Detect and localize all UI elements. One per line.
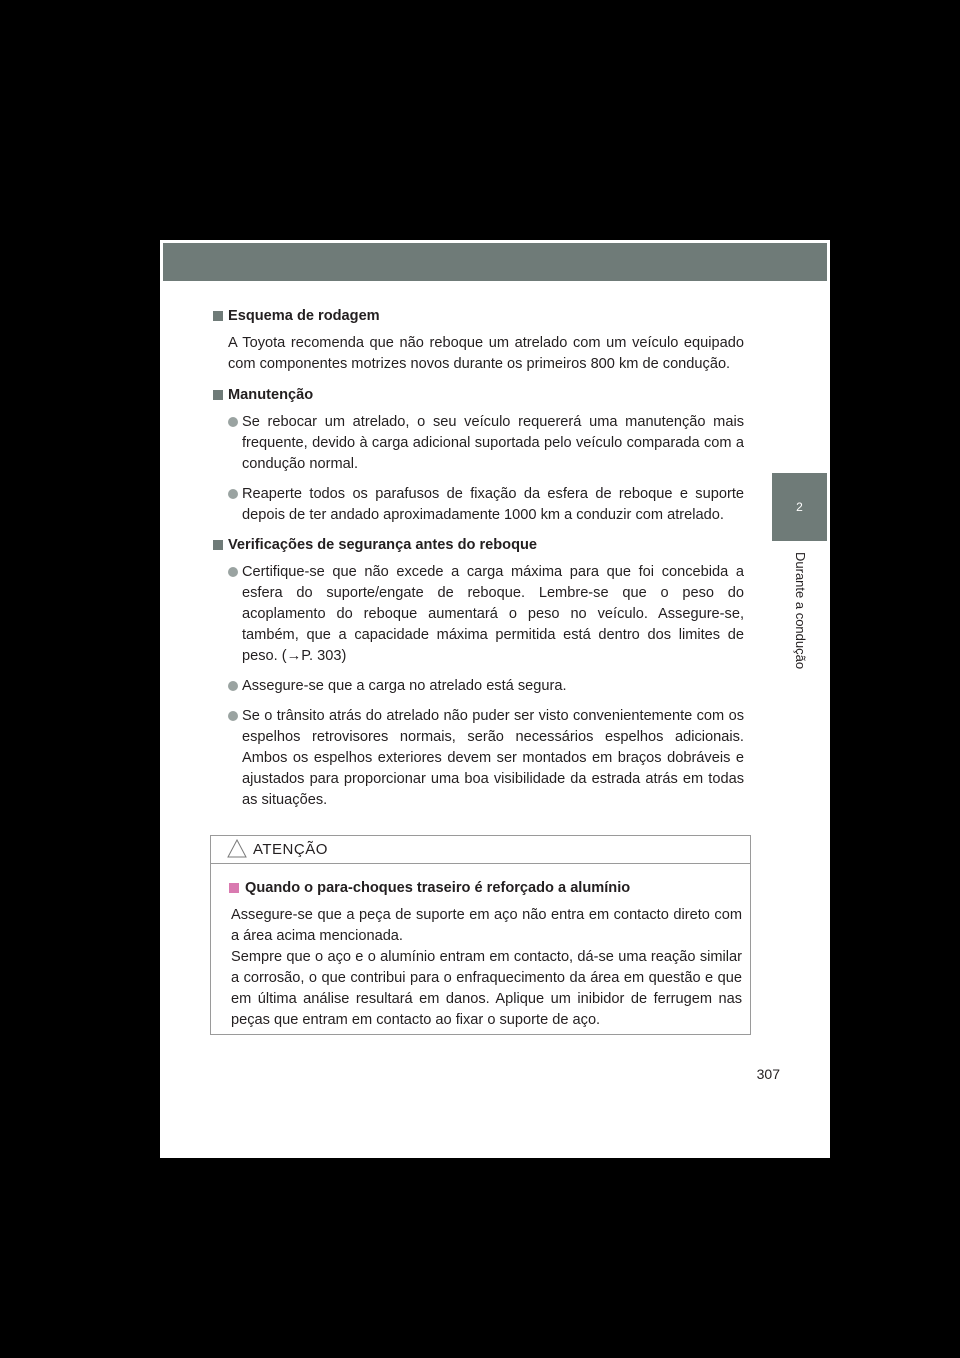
page-number: 307 [756,1066,780,1082]
chapter-label: Durante a condução [793,552,808,670]
warning-heading: Quando o para-choques traseiro é reforçado a alumínio [229,878,742,899]
circle-bullet-icon [228,711,238,721]
chapter-tab[interactable] [772,473,827,541]
warning-body [211,864,750,1031]
circle-bullet-icon [228,567,238,577]
warning-paragraph: Sempre que o aço e o alumínio entram em contacto, dá-se uma reação similar a corrosão, o que contribui para o enfraquecimento da área em questão e que em última análise resultará em danos. Aplique um inibidor de ferrugem nas peças que entram em contacto ao fixar o suporte de aço. [231,949,742,1028]
square-bullet-icon [213,540,223,550]
warning-title: ATENÇÃO [253,841,328,858]
list-item: Se rebocar um atrelado, o seu veículo requererá uma manutenção mais frequente, devido à carga adicional suportada pelo veículo comparada com a condução normal. [212,412,744,475]
main-content [212,306,744,820]
section-heading: Manutenção [212,385,744,406]
square-bullet-icon [229,883,239,893]
circle-bullet-icon [228,489,238,499]
square-bullet-icon [213,390,223,400]
header-band [163,243,827,281]
square-bullet-icon [213,311,223,321]
manual-page [160,240,830,1158]
chapter-number: 2 [796,500,803,514]
list-item: Se o trânsito atrás do atrelado não puder ser visto convenientemente com os espelhos retrovisores normais, serão necessários espelhos adicionais. Ambos os espelhos exteriores devem ser montados em braços dobráveis e ajustados para proporcionar uma boa visibilidade da estrada atrás em todas as situações. [212,706,744,811]
section-paragraph: A Toyota recomenda que não reboque um atrelado com um veículo equipado com componentes motrizes novos durante os primeiros 800 km de condução. [228,335,744,372]
circle-bullet-icon [228,681,238,691]
section-heading: Verificações de segurança antes do reboque [212,535,744,556]
list-item: Assegure-se que a carga no atrelado está segura. [212,676,744,697]
warning-header [211,836,750,864]
circle-bullet-icon [228,417,238,427]
warning-triangle-icon [227,839,247,858]
warning-box [210,835,751,1035]
section-heading: Esquema de rodagem [212,306,744,327]
list-item: Reaperte todos os parafusos de fixação da esfera de reboque e suporte depois de ter andado aproximadamente 1000 km a conduzir com atrelado. [212,484,744,526]
warning-paragraph: Assegure-se que a peça de suporte em aço não entra em contacto direto com a área acima mencionada. [231,907,742,944]
list-item: Certifique-se que não excede a carga máxima para que foi concebida a esfera do suporte/engate de reboque. Lembre-se que o peso do acoplamento do reboque aumentará o peso no veículo. Assegure-se, também, que a capacidade máxima permitida está dentro dos limites de peso. (→P. 303) [212,562,744,667]
